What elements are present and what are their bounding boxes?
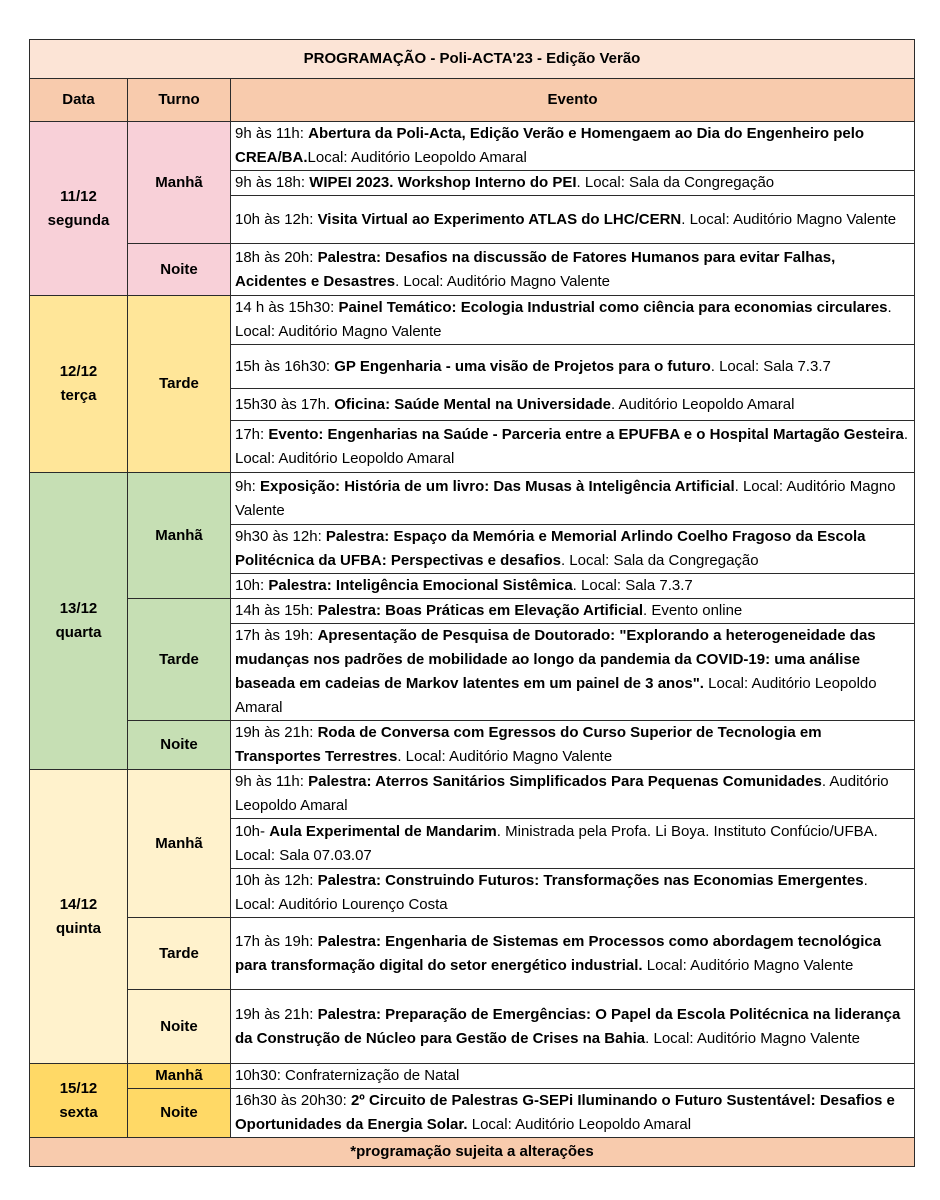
event-location: . Local: Auditório Magno Valente xyxy=(681,210,897,228)
footer-note: *programação sujeita a alterações xyxy=(30,1138,915,1167)
event-location: . Local: Auditório Magno Valente xyxy=(645,1029,861,1047)
weekday-label: terça xyxy=(60,387,97,404)
event-location: . Ministrada pela Profa. Li Boya. Instituto Confúcio/UFBA. Local: Sala 07.03.07 xyxy=(235,822,878,864)
schedule-row xyxy=(30,599,915,624)
schedule-row xyxy=(30,122,915,171)
schedule-row xyxy=(30,990,915,1064)
event-location: Local: Auditório Leopoldo Amaral xyxy=(467,1116,692,1133)
event-title: Palestra: Construindo Futuros: Transformações nas Economias Emergentes xyxy=(317,872,864,889)
event-cell xyxy=(231,122,915,171)
event-cell xyxy=(231,990,915,1064)
turn-cell: Tarde xyxy=(128,296,231,473)
header-turn: Turno xyxy=(128,79,231,122)
event-cell xyxy=(231,599,915,624)
event-cell xyxy=(231,171,915,196)
schedule-row xyxy=(30,918,915,990)
schedule-row xyxy=(30,244,915,296)
event-location: . Local: Auditório Magno Valente xyxy=(395,272,610,290)
weekday-label: quinta xyxy=(56,919,101,937)
turn-cell: Noite xyxy=(128,990,231,1064)
turn-cell: Tarde xyxy=(128,918,231,990)
date-label: 15/12 xyxy=(59,1079,98,1097)
event-time: 17h às 19h: xyxy=(235,627,314,644)
event-title: Exposição: História de um livro: Das Musas à Inteligência Artificial xyxy=(260,477,735,495)
event-location: . Local: Auditório Lourenço Costa xyxy=(235,872,868,913)
weekday-label: quarta xyxy=(55,624,102,641)
event-location: . Local: Sala 7.3.7 xyxy=(572,577,693,594)
date-label: 12/12 xyxy=(59,363,98,380)
event-title: Aula Experimental de Mandarim xyxy=(269,822,497,840)
event-time: 15h às 16h30: xyxy=(235,357,331,375)
event-title: Palestra: Preparação de Emergências: O Papel da Escola Politécnica na liderança da Construção de Núcleo para Gestão de Crises na Bahia xyxy=(235,1005,901,1047)
event-cell xyxy=(231,770,915,819)
weekday-label: segunda xyxy=(47,211,110,229)
event-title: Palestra: Aterros Sanitários Simplificados Para Pequenas Comunidades xyxy=(308,773,822,790)
event-title: Apresentação de Pesquisa de Doutorado: "Explorando a heterogeneidade das mudanças nos padrões de mobilidade ao longo da pandemia da COVID-19: uma análise baseada em cadeias de Markov latentes em um painel de 3 anos". xyxy=(235,627,876,692)
event-cell xyxy=(231,869,915,918)
date-cell xyxy=(30,473,128,770)
date-label: 14/12 xyxy=(59,895,98,913)
event-time: 10h- xyxy=(235,822,266,840)
event-time: 16h30 às 20h30: xyxy=(235,1092,347,1109)
schedule-row xyxy=(30,1089,915,1138)
event-cell xyxy=(231,721,915,770)
turn-cell: Manhã xyxy=(128,770,231,918)
event-location: Local: Auditório Leopoldo Amaral xyxy=(307,149,527,166)
event-location: . Auditório Leopoldo Amaral xyxy=(235,773,889,814)
event-cell xyxy=(231,819,915,869)
event-location: . Local: Sala 7.3.7 xyxy=(710,357,831,375)
event-title: Painel Temático: Ecologia Industrial como ciência para economias circulares xyxy=(338,299,888,316)
event-cell xyxy=(231,624,915,721)
event-time: 9h às 18h: xyxy=(235,174,306,191)
event-title: Palestra: Espaço da Memória e Memorial Arlindo Coelho Fragoso da Escola Politécnica da UFBA: Perspectivas e desafios xyxy=(235,528,866,569)
turn-cell: Manhã xyxy=(128,1064,231,1089)
event-title: Roda de Conversa com Egressos do Curso Superior de Tecnologia em Transportes Terrestres xyxy=(235,724,822,765)
turn-cell: Noite xyxy=(128,721,231,770)
event-location: Local: Auditório Magno Valente xyxy=(642,956,854,974)
date-cell xyxy=(30,296,128,473)
event-title: 2º Circuito de Palestras G-SEPi Iluminando o Futuro Sustentável: Desafios e Oportunidades da Energia Solar. xyxy=(235,1092,895,1133)
event-title: GP Engenharia - uma visão de Projetos para o futuro xyxy=(334,357,711,375)
schedule-row xyxy=(30,770,915,819)
event-cell xyxy=(231,345,915,389)
schedule-row xyxy=(30,296,915,345)
header-event: Evento xyxy=(231,79,915,122)
date-label: 13/12 xyxy=(59,600,98,617)
event-title: Abertura da Poli-Acta, Edição Verão e Homengaem ao Dia do Engenheiro pelo CREA/BA. xyxy=(235,125,865,166)
event-time: 18h às 20h: xyxy=(235,248,314,266)
event-location: . Local: Auditório Leopoldo Amaral xyxy=(235,425,909,467)
turn-cell: Noite xyxy=(128,1089,231,1138)
event-cell xyxy=(231,1064,915,1089)
event-location: . Local: Auditório Magno Valente xyxy=(235,299,892,340)
date-cell xyxy=(30,770,128,1064)
event-cell xyxy=(231,574,915,599)
event-title: Palestra: Boas Práticas em Elevação Artificial xyxy=(317,602,644,619)
event-cell xyxy=(231,918,915,990)
event-location: . Evento online xyxy=(643,602,743,619)
event-title: Palestra: Engenharia de Sistemas em Processos como abordagem tecnológica para transformação digital do setor energético industrial. xyxy=(235,932,882,974)
event-title: Oficina: Saúde Mental na Universidade xyxy=(334,395,612,413)
event-location: . Local: Auditório Magno Valente xyxy=(397,748,613,765)
event-time: 19h às 21h: xyxy=(235,724,314,741)
turn-cell: Noite xyxy=(128,244,231,296)
turn-cell: Tarde xyxy=(128,599,231,721)
event-cell xyxy=(231,421,915,473)
turn-cell: Manhã xyxy=(128,122,231,244)
event-time: 17h às 19h: xyxy=(235,932,314,950)
event-location: Local: Auditório Leopoldo Amaral xyxy=(235,675,877,716)
event-time: 9h30 às 12h: xyxy=(235,528,322,545)
event-time: 10h: xyxy=(235,577,265,594)
event-location: . Local: Auditório Magno Valente xyxy=(235,477,896,519)
schedule-row xyxy=(30,473,915,525)
event-cell xyxy=(231,196,915,244)
event-time: 10h às 12h: xyxy=(235,210,314,228)
weekday-label: sexta xyxy=(59,1103,98,1121)
schedule-row xyxy=(30,1064,915,1089)
header-date: Data xyxy=(30,79,128,122)
event-time: 19h às 21h: xyxy=(235,1005,314,1023)
event-location: . Local: Sala da Congregação xyxy=(576,174,775,191)
event-time: 10h às 12h: xyxy=(235,872,314,889)
event-time: 14h às 15h: xyxy=(235,602,314,619)
turn-cell: Manhã xyxy=(128,473,231,599)
event-title: Palestra: Desafios na discussão de Fatores Humanos para evitar Falhas, Acidentes e Desastres xyxy=(235,248,836,290)
event-time: 10h30: Confraternização de Natal xyxy=(235,1067,460,1084)
date-cell xyxy=(30,1064,128,1138)
event-time: 17h: xyxy=(235,425,265,443)
event-time: 9h às 11h: xyxy=(235,125,304,142)
event-location: . Auditório Leopoldo Amaral xyxy=(611,395,795,413)
event-title: WIPEI 2023. Workshop Interno do PEI xyxy=(309,174,577,191)
event-time: 9h às 11h: xyxy=(235,773,304,790)
date-cell xyxy=(30,122,128,296)
date-label: 11/12 xyxy=(60,187,97,205)
event-time: 15h30 às 17h. xyxy=(235,395,331,413)
schedule-title: PROGRAMAÇÃO - Poli-ACTA'23 - Edição Verão xyxy=(30,40,915,79)
event-title: Evento: Engenharias na Saúde - Parceria entre a EPUFBA e o Hospital Martagão Gesteira xyxy=(268,425,904,443)
event-cell xyxy=(231,296,915,345)
event-time: 9h: xyxy=(235,477,256,495)
event-location: . Local: Sala da Congregação xyxy=(560,552,759,569)
event-cell xyxy=(231,525,915,574)
event-title: Visita Virtual ao Experimento ATLAS do LHC/CERN xyxy=(317,210,682,228)
event-time: 14 h às 15h30: xyxy=(235,299,335,316)
schedule-table xyxy=(29,39,915,1167)
event-title: Palestra: Inteligência Emocional Sistêmica xyxy=(268,577,573,594)
event-cell xyxy=(231,244,915,296)
event-cell xyxy=(231,1089,915,1138)
schedule-body xyxy=(30,122,915,1138)
event-cell xyxy=(231,473,915,525)
event-cell xyxy=(231,389,915,421)
schedule-row xyxy=(30,721,915,770)
